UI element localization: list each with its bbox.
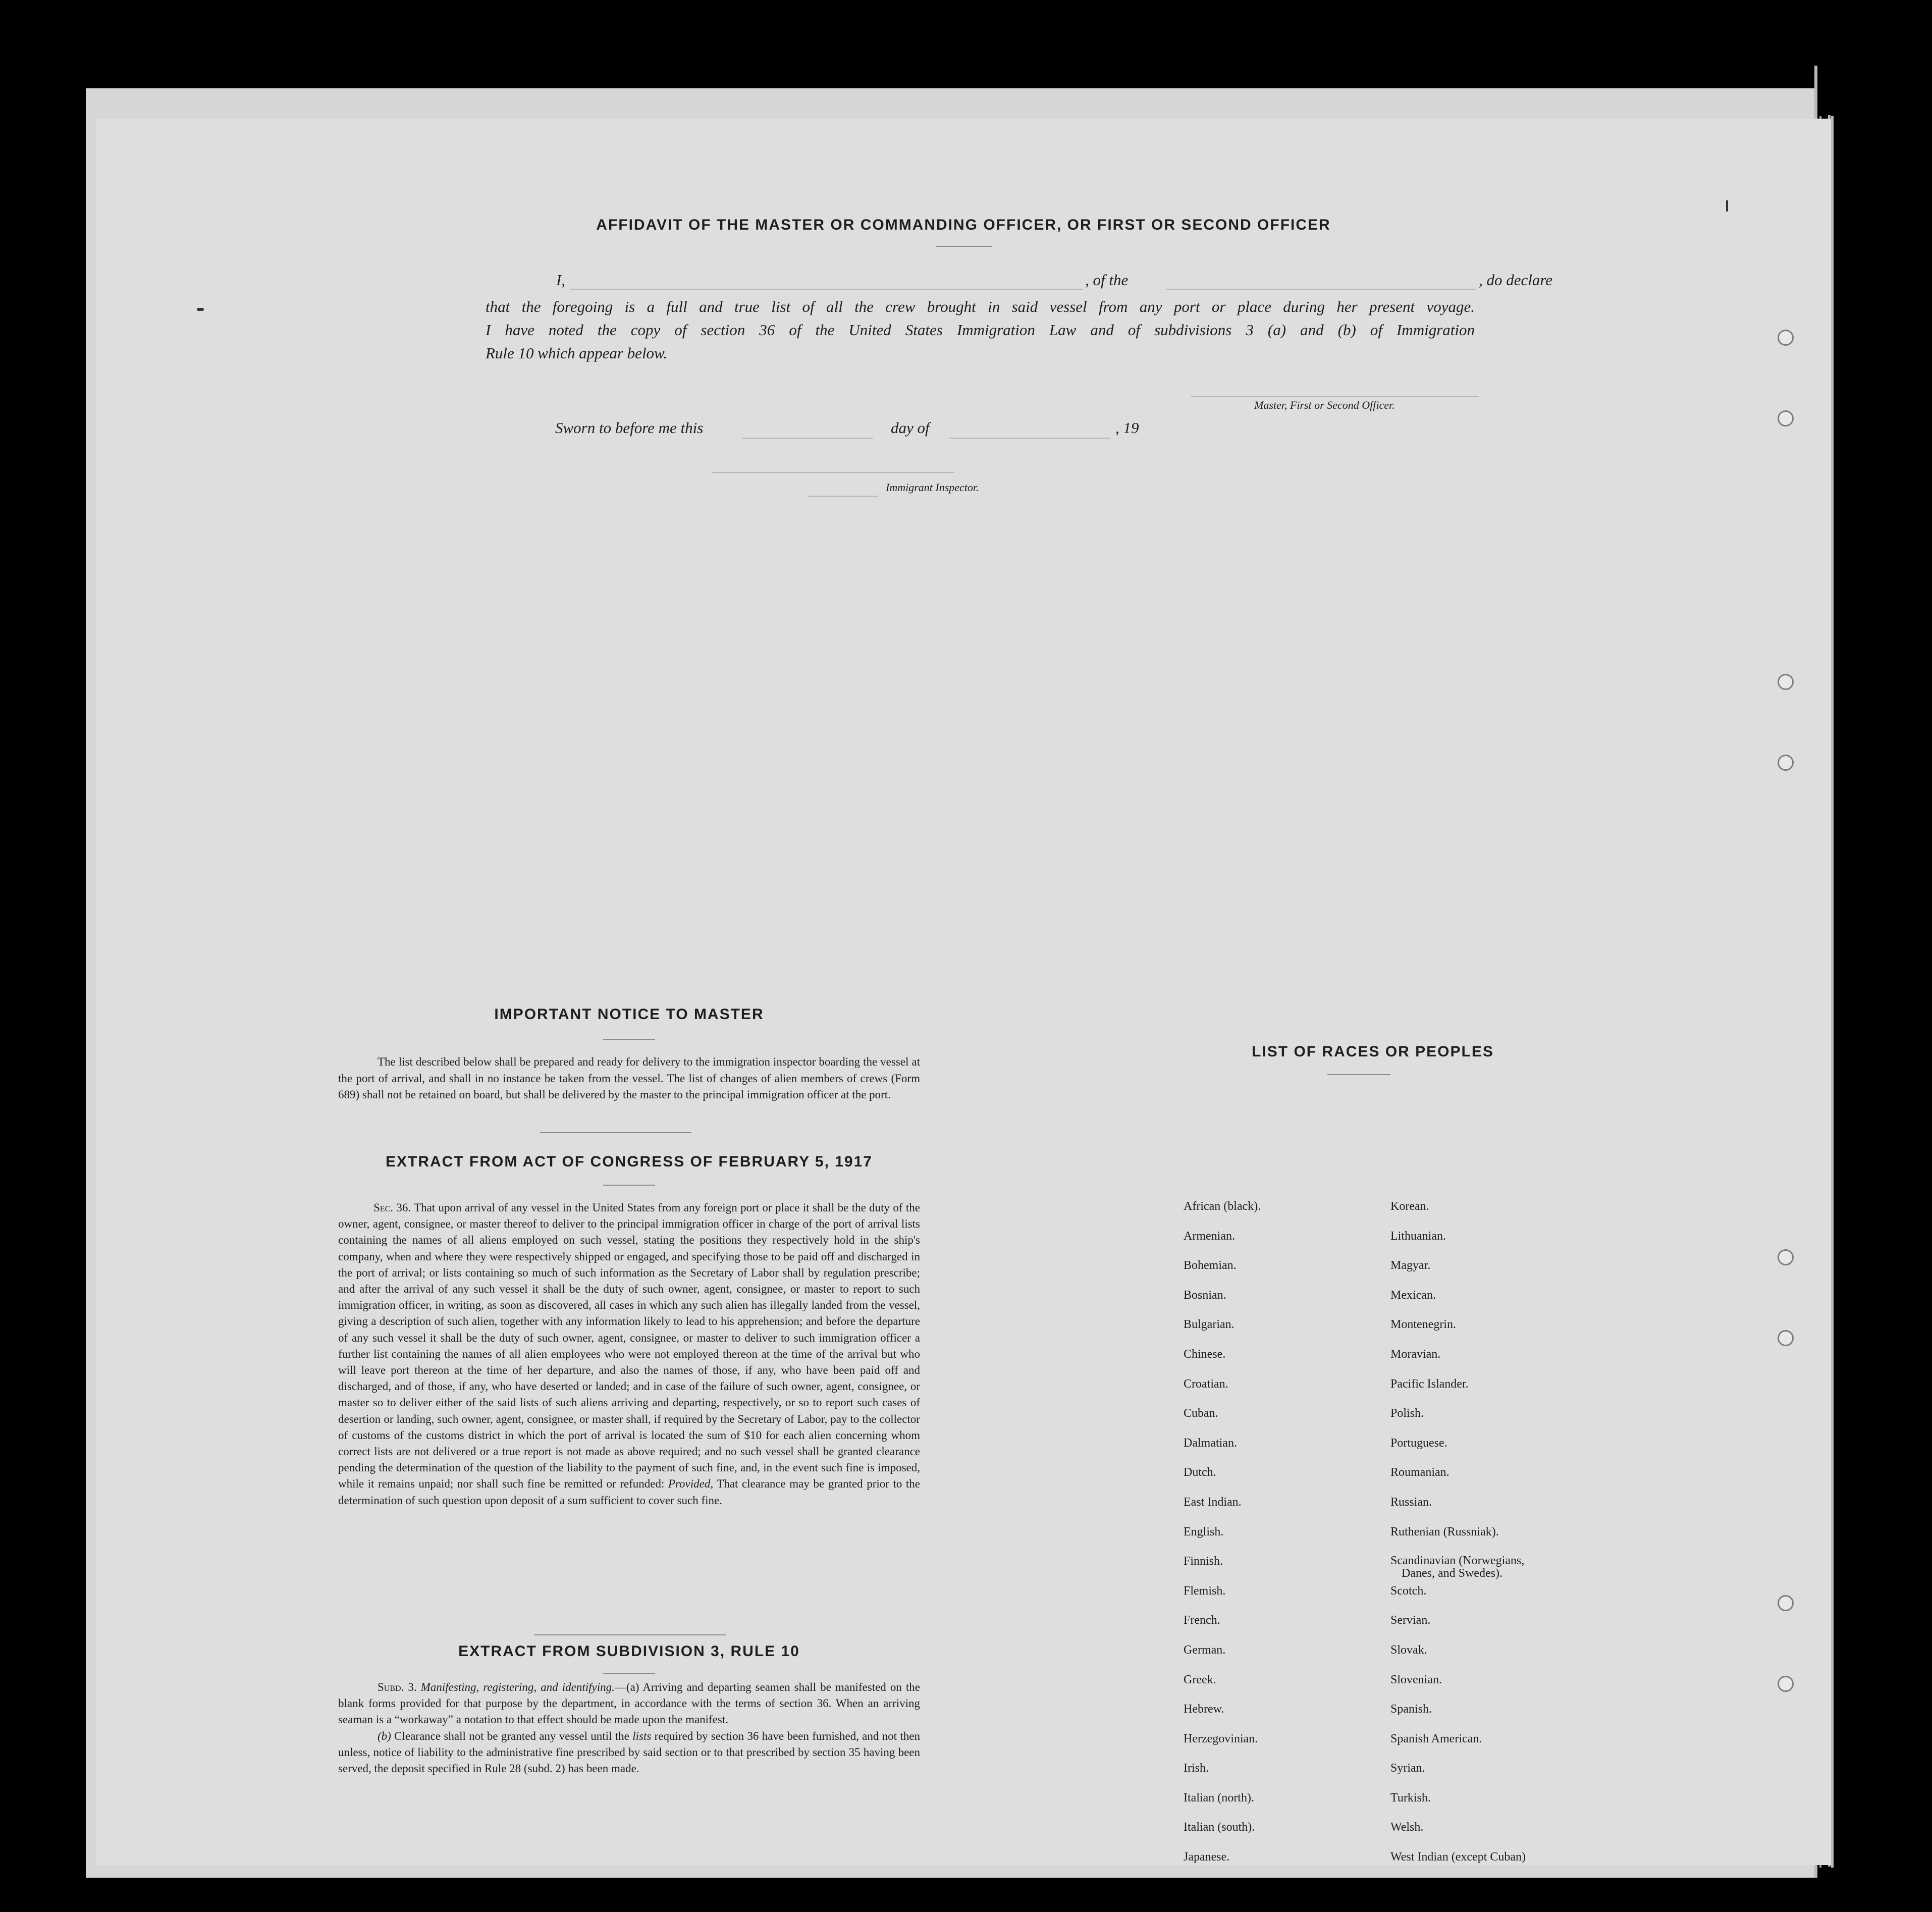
ink-mark xyxy=(197,308,204,311)
punch-hole xyxy=(1778,1330,1794,1346)
subd-b-text-2: required by section 36 have been furnished, and not then unless, notice of liability to the administrative fine prescribed by said section or to that prescribed by section 35 having been served, the deposit specified in Rule 28 (subd. 2) has been made. xyxy=(338,1729,921,1775)
race-item: French. xyxy=(1184,1614,1220,1627)
inspector-caption: Immigrant Inspector. xyxy=(886,481,979,494)
punch-hole xyxy=(1778,674,1794,690)
affidavit-line-4: Rule 10 which appear below. xyxy=(486,344,668,362)
master-signature-line xyxy=(1191,396,1479,397)
race-item: Portuguese. xyxy=(1390,1436,1447,1450)
race-item: Croatian. xyxy=(1184,1377,1228,1391)
section-label: Sec. 36. xyxy=(373,1201,411,1214)
race-item: Dalmatian. xyxy=(1184,1436,1237,1450)
affidavit-line-2: that the foregoing is a full and true list of all the crew brought in said vessel from any port or place during her present voyage. xyxy=(486,298,1475,315)
race-item: East Indian. xyxy=(1184,1495,1242,1509)
provided-word: Provided, xyxy=(668,1477,714,1491)
race-item: Japanese. xyxy=(1184,1850,1230,1864)
sworn-text: Sworn to before me this xyxy=(555,419,704,437)
act-section-36 xyxy=(338,1200,920,1509)
race-item: Pacific Islander. xyxy=(1390,1377,1469,1391)
race-item: Italian (south). xyxy=(1184,1821,1255,1834)
subd-a-label: —(a) xyxy=(614,1681,639,1693)
punch-hole xyxy=(1778,1595,1794,1611)
race-item: Moravian. xyxy=(1390,1347,1441,1361)
subd-heading: Manifesting, registering, and identifying. xyxy=(420,1681,615,1693)
divider xyxy=(603,1185,655,1186)
affidavit-i: I, xyxy=(556,271,566,289)
race-item: Lithuanian. xyxy=(1390,1229,1446,1243)
punch-hole xyxy=(1778,330,1794,346)
race-item-line: Danes, and Swedes). xyxy=(1402,1567,1502,1580)
race-item: Slovenian. xyxy=(1390,1673,1442,1686)
notice-title: IMPORTANT NOTICE TO MASTER xyxy=(494,1006,764,1023)
race-item: Korean. xyxy=(1390,1200,1429,1213)
subd-paragraph-b xyxy=(338,1728,920,1777)
divider xyxy=(936,246,992,247)
race-item: Turkish. xyxy=(1390,1791,1431,1804)
race-item: German. xyxy=(1184,1643,1226,1657)
race-item: Armenian. xyxy=(1184,1229,1235,1243)
race-item: Flemish. xyxy=(1184,1584,1226,1598)
race-item: Hebrew. xyxy=(1184,1703,1224,1716)
race-item: West Indian (except Cuban) xyxy=(1390,1850,1526,1864)
affidavit-of-the: , of the xyxy=(1085,271,1129,289)
divider xyxy=(1327,1074,1390,1075)
year-text: , 19 xyxy=(1115,419,1139,437)
race-item: Roumanian. xyxy=(1390,1466,1450,1479)
race-item: Welsh. xyxy=(1390,1821,1424,1834)
document-page xyxy=(96,119,1831,1865)
punch-hole xyxy=(1778,1249,1794,1265)
race-item: Slovak. xyxy=(1390,1643,1427,1657)
subd-b-lists: lists xyxy=(632,1729,652,1742)
vessel-blank xyxy=(1166,289,1476,290)
sworn-month-blank xyxy=(949,438,1110,439)
race-item: Polish. xyxy=(1390,1407,1424,1420)
rule-subdivision-3 xyxy=(338,1679,920,1777)
divider xyxy=(534,1634,726,1635)
race-item: Dutch. xyxy=(1184,1466,1216,1479)
subd-b-text-1: Clearance shall not be granted any vessel until the xyxy=(394,1729,629,1742)
race-item: Finnish. xyxy=(1184,1555,1223,1568)
race-item: Italian (north). xyxy=(1184,1791,1254,1804)
affidavit-title: AFFIDAVIT OF THE MASTER OR COMMANDING OFFICER, OR FIRST OR SECOND OFFICER xyxy=(596,217,1331,233)
race-item: Bohemian. xyxy=(1184,1259,1237,1272)
notice-body: The list described below shall be prepared and ready for delivery to the immigration inspector boarding the vessel at the port of arrival, and shall in no instance be taken from the vessel. The list of changes of alien members of crews (Form 689) shall not be retained on board, but shall be delivered by the master to the principal immigration officer at the port. xyxy=(338,1055,920,1101)
inspector-leader xyxy=(808,496,878,497)
divider xyxy=(603,1673,655,1674)
subd-label: Subd. 3. xyxy=(378,1681,417,1693)
day-of-text: day of xyxy=(891,419,930,437)
subd-b-label: (b) xyxy=(378,1729,391,1742)
sworn-day-blank xyxy=(742,438,873,439)
races-right-column xyxy=(1390,1199,1526,1879)
race-item: African (black). xyxy=(1184,1200,1261,1213)
ink-mark xyxy=(1726,200,1728,211)
punch-hole xyxy=(1778,1676,1794,1692)
races-title: LIST OF RACES OR PEOPLES xyxy=(1252,1043,1494,1060)
race-item: Syrian. xyxy=(1390,1762,1425,1775)
race-item: Greek. xyxy=(1184,1673,1216,1686)
punch-hole xyxy=(1778,755,1794,771)
race-item: Spanish American. xyxy=(1390,1732,1482,1745)
subd-paragraph-a xyxy=(338,1679,920,1728)
race-item: Magyar. xyxy=(1390,1259,1431,1272)
race-item xyxy=(1390,1554,1526,1583)
race-item: Bulgarian. xyxy=(1184,1318,1235,1332)
race-item: Mexican. xyxy=(1390,1288,1436,1302)
divider xyxy=(540,1132,691,1133)
race-item: Montenegrin. xyxy=(1390,1318,1456,1332)
race-item: Russian. xyxy=(1390,1495,1432,1509)
races-left-column xyxy=(1184,1199,1261,1879)
race-item: Cuban. xyxy=(1184,1407,1218,1420)
race-item: Irish. xyxy=(1184,1762,1209,1775)
master-caption: Master, First or Second Officer. xyxy=(1254,399,1395,411)
act-body-1: That upon arrival of any vessel in the United States from any foreign port or place it shall be the duty of the owner, agent, consignee, or master thereof to deliver to the principal immigration officer in charge of the port of arrival lists containing the names of all aliens employed on such vessel, stating the positions they respectively hold in the ship's company, when and where they were respectively shipped or engaged, and specifying those to be paid off and discharged in the port of arrival; or lists containing so much of such information as the Secretary of Labor shall by regulation prescribe; and after the arrival of any such vessel it shall be the duty of such owner, agent, consignee, or master to report to such immigration officer, in writing, as soon as discovered, all cases in which any such alien has illegally landed from the vessel, giving a description of such alien, together with any information likely to lead to his apprehension; and before the departure of any such vessel it shall be the duty of such owner, agent, consignee, or master to deliver to such immigration officer a further list containing the names of all alien employees who were not employed thereon at the time of the arrival but who will leave port thereon at the time of her departure, and also the names of those, if any, who have been paid off and discharged, and of those, if any, who have deserted or landed; and in case of the failure of such owner, agent, consignee, or master so to deliver either of the said lists of such aliens arriving and departing, respectively, or so to report such cases of desertion or landing, such owner, agent, consignee, or master shall, if required by the Secretary of Labor, pay to the collector of customs of the customs district in which the port of arrival is located the sum of $10 for each alien concerning whom correct lists are not delivered or a true report is not made as above required; and no such vessel shall be granted clearance pending the determination of the question of the liability to the payment of such fine, and, in the event such fine is imposed, while it remains unpaid; nor shall such fine be remitted or refunded: xyxy=(338,1201,920,1491)
rule-title: EXTRACT FROM SUBDIVISION 3, RULE 10 xyxy=(458,1643,800,1660)
race-item: Bosnian. xyxy=(1184,1288,1226,1302)
race-item: Chinese. xyxy=(1184,1347,1226,1361)
race-item: Servian. xyxy=(1390,1614,1431,1627)
sheet-edge xyxy=(1831,116,1834,1868)
divider xyxy=(603,1039,655,1040)
race-item: English. xyxy=(1184,1525,1224,1538)
affidavit-line-3: I have noted the copy of section 36 of the United States Immigration Law and of subdivisions 3 (a) and (b) of Immigration xyxy=(486,321,1475,339)
act-title: EXTRACT FROM ACT OF CONGRESS OF FEBRUARY 5, 1917 xyxy=(386,1153,873,1170)
race-item: Ruthenian (Russniak). xyxy=(1390,1525,1499,1538)
name-blank xyxy=(570,289,1083,290)
act-body-2: That clearance may be granted prior to the determination of such question upon deposit of a sum sufficient to cover such fine. xyxy=(338,1477,920,1507)
race-item-line: Scandinavian (Norwegians, xyxy=(1390,1554,1525,1568)
race-item: Scotch. xyxy=(1390,1584,1427,1598)
inspector-signature-line xyxy=(712,472,954,473)
race-item: Herzegovinian. xyxy=(1184,1732,1258,1745)
affidavit-declare: , do declare xyxy=(1479,271,1553,289)
subd-a-text: Arriving and departing seamen shall be manifested on the blank forms provided for that purpose by the department, in accordance with the terms of section 36. When an arriving seaman is a “workaway” a notation to that effect should be made upon the manifest. xyxy=(338,1681,920,1726)
punch-hole xyxy=(1778,410,1794,427)
race-item: Spanish. xyxy=(1390,1703,1432,1716)
